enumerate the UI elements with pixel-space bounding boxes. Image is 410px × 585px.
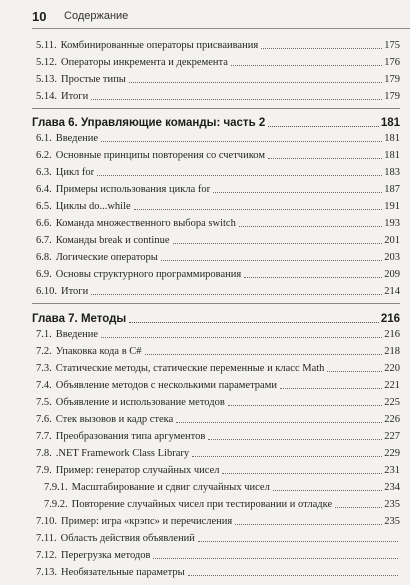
- leader-dots: [129, 322, 379, 323]
- entry-number: 7.5.: [36, 397, 52, 408]
- leader-dots: [134, 209, 383, 210]
- toc-entry: [36, 444, 400, 460]
- entry-page: 193: [384, 218, 400, 229]
- entry-number: 7.2.: [36, 346, 52, 357]
- entry-title: Стек вызовов и кадр стека: [55, 414, 174, 425]
- entry-title: Перегрузка методов: [61, 550, 151, 561]
- entry-number: 6.9.: [36, 269, 52, 280]
- entry-number: 7.12.: [36, 550, 57, 561]
- entry-title: Область действия объявлений: [60, 533, 195, 544]
- entry-number: 7.3.: [36, 363, 52, 374]
- entry-number: 5.14.: [36, 91, 57, 102]
- leader-dots: [213, 192, 382, 193]
- leader-dots: [153, 558, 398, 559]
- entry-number: 7.9.1.: [44, 482, 68, 493]
- entry-page: 209: [384, 269, 400, 280]
- entry-number: 7.9.2.: [44, 499, 68, 510]
- entry-title: Статические методы, статические переменные и класс Math: [55, 363, 325, 374]
- entry-number: 7.1.: [36, 329, 52, 340]
- leader-dots: [208, 439, 382, 440]
- entry-number: 7.8.: [36, 448, 52, 459]
- entry-number: 6.5.: [36, 201, 52, 212]
- page-number: 10: [32, 8, 47, 24]
- toc-entry: [36, 512, 400, 528]
- leader-dots: [188, 575, 398, 576]
- toc-entry: [36, 376, 400, 392]
- leader-dots: [268, 158, 382, 159]
- toc-entry: [36, 231, 400, 247]
- entry-title: Объявление методов с несколькими параметрами: [55, 380, 277, 391]
- entry-title: Преобразования типа аргументов: [55, 431, 206, 442]
- entry-title: Основы структурного программирования: [55, 269, 242, 280]
- chapter-title: Глава 7. Методы: [32, 313, 127, 325]
- leader-dots: [268, 126, 379, 127]
- chapter-rule: [32, 108, 400, 109]
- chapter-heading: [32, 280, 400, 300]
- leader-dots: [91, 99, 382, 100]
- leader-dots: [244, 277, 382, 278]
- toc-entry: [36, 87, 400, 103]
- entry-page: 183: [384, 167, 400, 178]
- toc-entry: [36, 325, 400, 341]
- entry-page: 216: [384, 329, 400, 340]
- entry-page: 226: [384, 414, 400, 425]
- entry-number: 6.7.: [36, 235, 52, 246]
- entry-number: 5.13.: [36, 74, 57, 85]
- leader-dots: [231, 65, 382, 66]
- entry-number: 7.9.: [36, 465, 52, 476]
- chapter-rule: [32, 303, 400, 304]
- entry-title: Введение: [55, 329, 99, 340]
- entry-page: 181: [384, 133, 400, 144]
- entry-page: 234: [384, 482, 400, 493]
- toc-entry: [36, 214, 400, 230]
- entry-title: .NET Framework Class Library: [55, 448, 190, 459]
- toc-entry: [36, 129, 400, 145]
- entry-page: 220: [384, 363, 400, 374]
- leader-dots: [280, 388, 382, 389]
- leader-dots: [261, 48, 382, 49]
- toc-entry: [36, 546, 400, 562]
- entry-title: Итоги: [61, 91, 89, 102]
- entry-number: 6.10.: [36, 286, 57, 297]
- toc-entry: [36, 53, 400, 69]
- entry-title: Операторы инкремента и декремента: [61, 57, 228, 68]
- leader-dots: [222, 473, 382, 474]
- entry-number: 5.12.: [36, 57, 57, 68]
- entry-number: 6.1.: [36, 133, 52, 144]
- entry-title: Команда множественного выбора switch: [55, 218, 236, 229]
- entry-page: 203: [384, 252, 400, 263]
- entry-page: 181: [384, 150, 400, 161]
- leader-dots: [97, 175, 382, 176]
- chapter-heading: [32, 306, 400, 326]
- leader-dots: [145, 354, 383, 355]
- toc-entry: [36, 70, 400, 86]
- chapter-page: 181: [380, 117, 400, 129]
- entry-title: Пример: игра «крэпс» и перечисления: [61, 516, 233, 527]
- entry-number: 6.3.: [36, 167, 52, 178]
- entry-number: 7.10.: [36, 516, 57, 527]
- entry-number: 7.7.: [36, 431, 52, 442]
- toc-entry: [36, 163, 400, 179]
- toc-entry: [36, 461, 400, 477]
- toc-subentry: [44, 495, 400, 511]
- entry-title: Комбинированные операторы присваивания: [60, 40, 259, 51]
- running-title: Содержание: [64, 10, 129, 22]
- entry-page: 221: [384, 380, 400, 391]
- entry-number: 7.11.: [36, 533, 57, 544]
- leader-dots: [101, 337, 382, 338]
- header-rule: [32, 28, 410, 29]
- entry-number: 6.2.: [36, 150, 52, 161]
- entry-title: Итоги: [61, 286, 89, 297]
- entry-title: Объявление и использование методов: [55, 397, 225, 408]
- leader-dots: [129, 82, 382, 83]
- leader-dots: [235, 524, 382, 525]
- entry-page: 235: [384, 516, 400, 527]
- entry-title: Циклы do...while: [55, 201, 131, 212]
- entry-page: 235: [384, 499, 400, 510]
- entry-page: 179: [384, 91, 400, 102]
- toc-entry: [36, 529, 400, 545]
- toc-entry: [36, 427, 400, 443]
- toc-entry: [36, 410, 400, 426]
- toc-entry: [36, 359, 400, 375]
- entry-number: 6.4.: [36, 184, 52, 195]
- entry-number: 7.6.: [36, 414, 52, 425]
- entry-page: 225: [384, 397, 400, 408]
- entry-title: Основные принципы повторения со счетчиком: [55, 150, 265, 161]
- toc-entry: [36, 36, 400, 52]
- entry-page: 187: [384, 184, 400, 195]
- entry-page: 229: [384, 448, 400, 459]
- entry-number: 6.6.: [36, 218, 52, 229]
- toc-subentry: [44, 478, 400, 494]
- entry-page: 214: [384, 286, 400, 297]
- leader-dots: [173, 243, 383, 244]
- page-header: [32, 7, 128, 25]
- leader-dots: [101, 141, 382, 142]
- toc-entry: [36, 393, 400, 409]
- leader-dots: [192, 456, 382, 457]
- toc-entry: [36, 197, 400, 213]
- leader-dots: [335, 507, 382, 508]
- entry-page: 176: [384, 57, 400, 68]
- entry-title: Повторение случайных чисел при тестировании и отладке: [71, 499, 333, 510]
- chapter-title: Глава 6. Управляющие команды: часть 2: [32, 117, 266, 129]
- entry-number: 6.8.: [36, 252, 52, 263]
- entry-page: 175: [384, 40, 400, 51]
- leader-dots: [239, 226, 382, 227]
- leader-dots: [161, 260, 382, 261]
- entry-title: Команды break и continue: [55, 235, 170, 246]
- leader-dots: [198, 541, 398, 542]
- chapter-heading: [32, 110, 400, 130]
- entry-title: Введение: [55, 133, 99, 144]
- toc-entry: [36, 146, 400, 162]
- entry-title: Упаковка кода в C#: [55, 346, 142, 357]
- entry-page: 191: [384, 201, 400, 212]
- toc-entry: [36, 248, 400, 264]
- toc-entry: [36, 180, 400, 196]
- entry-title: Необязательные параметры: [61, 567, 185, 578]
- entry-page: 218: [384, 346, 400, 357]
- entry-number: 7.13.: [36, 567, 57, 578]
- entry-number: 5.11.: [36, 40, 57, 51]
- leader-dots: [176, 422, 382, 423]
- leader-dots: [327, 371, 382, 372]
- leader-dots: [228, 405, 382, 406]
- toc-entry: [36, 563, 400, 579]
- entry-page: 231: [384, 465, 400, 476]
- entry-title: Пример: генератор случайных чисел: [55, 465, 220, 476]
- toc-entry: [36, 265, 400, 281]
- entry-page: 201: [384, 235, 400, 246]
- entry-page: 227: [384, 431, 400, 442]
- entry-title: Простые типы: [61, 74, 126, 85]
- leader-dots: [273, 490, 382, 491]
- toc-entry: [36, 342, 400, 358]
- entry-number: 7.4.: [36, 380, 52, 391]
- entry-page: 179: [384, 74, 400, 85]
- entry-title: Примеры использования цикла for: [55, 184, 211, 195]
- entry-title: Логические операторы: [55, 252, 158, 263]
- chapter-page: 216: [380, 313, 400, 325]
- entry-title: Цикл for: [55, 167, 95, 178]
- entry-title: Масштабирование и сдвиг случайных чисел: [71, 482, 270, 493]
